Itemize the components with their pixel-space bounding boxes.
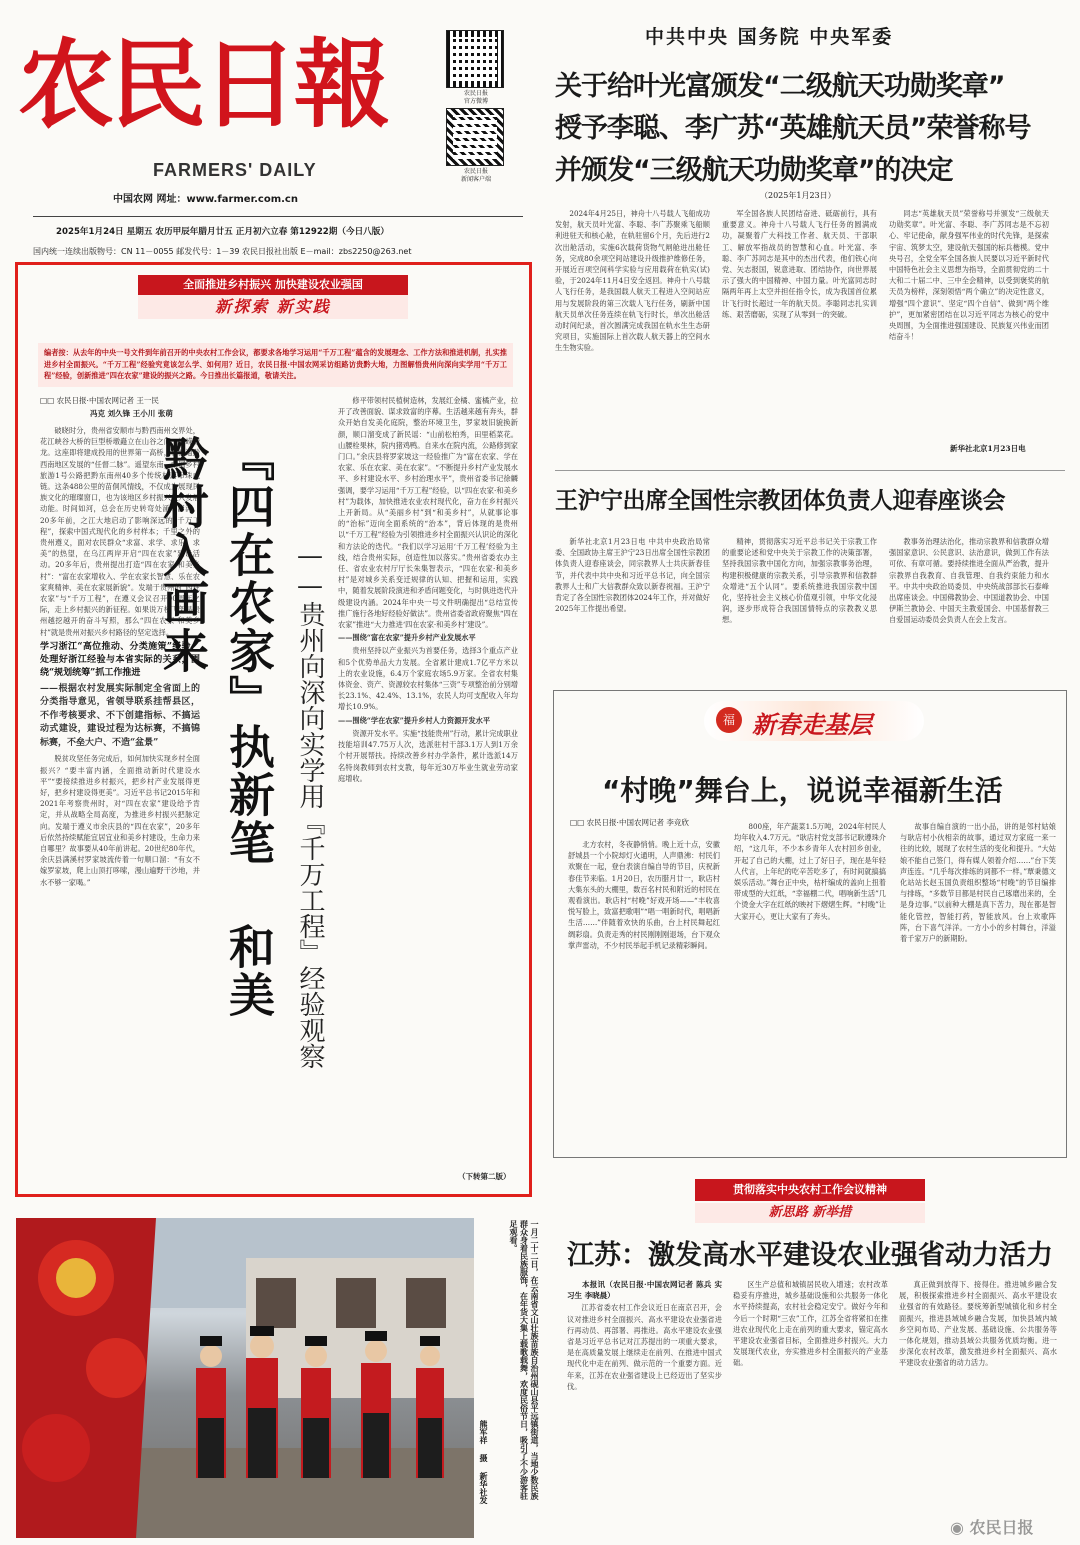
website-line: 中国农网 网址：www.farmer.com.cn	[113, 194, 298, 205]
watermark: ◉ 农民日报	[950, 1518, 1034, 1537]
photo	[16, 1218, 474, 1538]
qr-code-app[interactable]	[446, 108, 504, 166]
feature-banner: 全面推进乡村振兴 加快建设农业强国	[138, 275, 408, 295]
spring-col-2: 800座，年产蔬菜1.5万吨，2024年村民人均年收入4.7万元。“耿店村党支部书记耿遵珠介绍，“这几年，不少本乡青年人农村回乡创业，开起了自己的大棚，过上了好日子，现在是年轻人代言，上年纪的吃辛苦吃多了，有时间就搞搞娱乐活动。”舞台正中央，枯杆编成的盖向上扭着带成型的大红纸，“幸福棚二代，唱响新生活”几个烫金大字在红纸的映衬下熠熠生辉。“村晚”让大家开心，更让大家有了奔头。	[734, 822, 886, 921]
square-icon: □□	[40, 396, 57, 405]
festival-photo	[16, 1218, 474, 1538]
editor-note: 编者按：从去年的中央一号文件到年前召开的中央农村工作会议，都要求各地学习运用“千万工程”蕴含的发展理念、工作方法和推进机制，扎实推进乡村全面振兴。“千万工程”经验究竟该怎么学、如何用？近日，农民日报·中国农网采访组路访贵黔大地，力图解悟贵州向深向实学用“千万工程”经验，创新推进“四在农家”建设的振兴之路。今日推出长篇报道，敬请关注。	[38, 343, 513, 387]
lead-col-3: 同志“英雄航天员”荣誉称号并颁发“三级航天功勋奖章”。叶光富、李聪、李广苏同志是不忘初心、牢记使命，献身强军伟业的时代先锋，是探索宇宙、筑梦太空，建设航天强国的标兵楷模。党中央号召，全党全军全国各族人民要以习近平新时代中国特色社会主义思想为指导，全面贯彻党的二十大和二十届二中、三中全会精神，以受到褒奖的航天员为榜样，深刻领悟“两个确立”的决定性意义，增强“四个意识”、坚定“四个自信”、做到“两个维护”，更加紧密团结在以习近平同志为核心的党中央周围，为全面推进强国建设、民族复兴伟业而团结奋斗！	[889, 209, 1049, 342]
qr-app-label: 农民日报 新闻客户端	[460, 168, 491, 183]
jiangsu-story	[553, 1175, 1067, 1537]
story2-col-2: 精神，贯彻落实习近平总书记关于宗教工作的重要论述和党中央关于宗教工作的决策部署，坚持我国宗教中国化方向，加强宗教事务治理，构建积极健康的宗教关系，引导宗教界和信教群众增进“五个认同”。要系统推进我国宗教中国化，坚持社会主义核心价值观引领，中华文化浸润，逐步形成符合我国国情特点的宗教教义思想。	[722, 537, 877, 625]
photo-credit: 熊军祥 摄 新华社发	[479, 1420, 489, 1504]
feature-pull-1: ——根据农村发展实际制定全省面上的分类指导意见，省领导联系挂帮县区，不作考核要求、不下创建指标、不搞运动式建设，建设过程为达标赛，不搞锦标赛，不垒大户、不造“盆景”	[40, 683, 200, 748]
jiangsu-col-3: 真正做到放得下、接得住。推进城乡融合发展，积极探索推进乡村全面振兴、高水平建设农业强省的有效路径。要统筹新型城镇化和乡村全面振兴，推进县域城乡融合发展，加快县域内城乡空间布局、产业发展、基础设施、公共服务等一体化规划，推动县域公共服务优质均衡。进一步深化农村改革，激发推进乡村全面振兴、高水平建设农业强省的动力活力。	[899, 1280, 1057, 1368]
lead-story	[550, 18, 1070, 463]
story2-headline: 王沪宁出席全国性宗教团体负责人迎春座谈会	[555, 488, 1005, 514]
spring-byline: □□ 农民日报·中国农网记者 李竞欣	[570, 818, 689, 827]
lead-kicker: 中共中央 国务院 中央军委	[645, 26, 894, 48]
spring-col-1: 北方农村，冬夜静悄悄。晚上近十点，安徽舒城县一个小院却灯火通明，人声鼎沸：村民们欢聚在一起，登台表演自编自导的节目，庆祝新春佳节来临。1月20日，农历腊月廿一，耿店村大集东头的大棚里，数百名村民和附近的村民在观看演出。耿店村“村晚”好戏开场——“丰收喜悦写脸上，致富把歌唱”“唱一唱新时代，唱唱新生活……”伴随着欢快的乐曲，台上村民舞起红绸彩扇。负责走秀的村民刚刚刚退场，台下观众掌声雷动，不少村民举起手机记录精彩瞬间。	[568, 840, 720, 950]
feature-col-1: 破晓时分，贵州省安顺市与黔西南州交界处，花江峡谷大桥的巨型桥墩矗立在山谷之间，峥嵘蛟龙。这座即将建成投用的世界第一高桥，将打通黔西南地区发展的“任督二脉”。遥望东南，中国乡村旅游1号公路把黔东南州40多个传统村落串珠成链。这条488公里的苗侗风情线，不仅成为展现民族文化的璀璨窗口，也为该地区乡村振兴注入发展动能。时间如河，总会在历史转弯处涌动澎湃。20多年前，之江大地启动了影响深远的“千万工程”，探索中国式现代化的乡村样本；千里之外的贵州遵义，面对农民群众“求富、求学、求乐、求美”的热望，在乌江两岸开启“四在农家”建设活动。20多年后，贵州提出打造“四在农家·和美乡村”：“富在农家增收入、学在农家长智慧、乐在农家爽精神、美在农家展新貌”。发端于贵州的“四在农家”与“千万工程”，在遵义会议召开90周年之际，走上乡村振兴的新征程。如果说万桥飞架是贵州越挖越开的奋斗写照，那么“四在农家·和美乡村”就是贵州对振兴乡村路径的坚定选择。 学习浙江“高位推动、分类施策”经验，处理好浙江经验与本省实际的关系，围绕“规划统筹”抓工作推进 ——根据农村发展实际制定全省面上的分类指导意见，省领导联系挂帮县区，不作考核要求、不下创建指标、不搞运动式建设，建设过程为达标赛，不搞锦标赛，不垒大户、不造“盆景” 脱贫攻坚任务完成后，如何加快实现乡村全面振兴？“要丰富内涵，全面推动新时代建设水平”“要接续推进乡村振兴，把乡村产业发展得更好，把乡村建设得更美”。习近平总书记2015年和2021年考察贵州时，对“四在农家”建设给予肯定，并从战略全局高度，为推进乡村振兴把脉定向。发端于遵义市余庆县的“四在农家”，20多年后依然持续赋能宜居宜业和美乡村建设，生命力来自哪里？故事要从40年前讲起。20世纪80年代，余庆县满溪村罗家坡流传着一句顺口溜：“有女不嫁罗家坡，爬上山顶打哆嗦，漫山遍野干沙地，并水不够一家喝。”	[40, 426, 200, 887]
jiangsu-headline: 江苏：激发高水平建设农业强省动力活力	[567, 1240, 1053, 1271]
masthead	[18, 10, 518, 256]
feature-pull-2: ——围绕“富在农家”提升乡村产业发展水平	[338, 633, 476, 643]
feature-story	[15, 262, 532, 1197]
feature-headline: 『四在农家』执新笔 和美黔村入画来	[156, 435, 276, 1019]
masthead-logo: 农民日報	[18, 28, 386, 141]
lead-col-1: 2024年4月25日，神舟十八号载人飞船成功发射，航天员叶光富、李聪、李广苏聚乘飞船顺利进驻天和核心舱，在轨驻留6个月，先后进行2次出舱活动，实施6次载荷货物气闸舱进出舱任务，完成80余项空间站建设升级推护维修任务，开展近百项空间科学实验与应用载荷在轨实(试)验，于2024年11月4日安全返回。神舟十八号载人飞行任务，是我国载人航天工程进入空间站应用与发展阶段的第三次载人飞行任务，刷新中国航天员单次任务连续在轨飞行时长，单次出舱活动时间纪录，首次圆满完成我国在轨水生生态研究项目，实施国际上首次载人航天器上的空间水生生物实验。	[555, 209, 710, 353]
spring-banner-text: 新春走基层	[752, 710, 872, 739]
spring-story	[553, 690, 1067, 1158]
cn-line: 国内统一连续出版物号：CN 11－0055 邮发代号：1－39 农民日报社出版 E－mail：zbs2250@263.net	[33, 247, 412, 256]
lantern-icon: 福	[716, 707, 742, 733]
story2-col-1: 新华社北京1月23日电 中共中央政治局常委、全国政协主席王沪宁23日出席全国性宗教团体负责人迎春座谈会，同宗教界人士共庆新春佳节，并代表中共中央和习近平总书记，向全国宗教界人士和广大信教群众致以新春祝福。王沪宁肯定了各全国性宗教团体2024年工作，并对做好2025年工作提出希望。	[555, 537, 710, 614]
feature-subhead: 学习浙江“高位推动、分类施策”经验，处理好浙江经验与本省实际的关系，围绕“规划统筹”抓工作推进	[40, 641, 200, 678]
feature-banner-sub: 新探索 新实践	[138, 295, 408, 319]
lead-col-2: 军全国各族人民团结奋进、砥砺前行，具有重要意义。神舟十八号载人飞行任务的圆满成功，凝聚着广大科技工作者、航天员、干部职工、解放军指战员的智慧和心血。叶光富、李聪、李广苏同志是其中的杰出代表，他们铁心向党、矢志报国，锐意进取、团结协作，向世界展示了强大的中国精神、中国力量。叶光富同志时隔两年再上太空并担任指令长，成为我国首位累计飞行时长超过一年的航天员。李聪同志扎实训练、艰苦磨砺，实现了从零到一的突破。	[722, 209, 877, 319]
photo-caption: 一月二十二日，在云南省文山壮族苗族自治州砚山县平远镇街道，当地少数民族群众身着民族服饰，在年货大集上载歌载舞，欢度民俗节日，吸引了不少游客驻足观看。	[509, 1220, 540, 1500]
lead-dateline: 新华社北京1月23日电	[950, 444, 1026, 453]
jiangsu-banner-sub: 新思路 新举措	[695, 1203, 925, 1223]
jiangsu-col-1: 本报讯（农民日报·中国农网记者 陈兵 实习生 李晓晨） 江苏省委农村工作会议近日在南京召开，会议对推进乡村全面振兴、高水平建设农业强省进行再动员、再部署、再推进。高水平建设农业强省是习近平总书记对江苏提出的一项重大要求，是在高质量发展上继续走在前列、在推进中国式现代化中走在前列、做示范的一个重要方面。近年来，江苏在农业强省建设上已经迈出了坚实步伐。	[567, 1280, 722, 1391]
lead-headline-1: 关于给叶光富颁发“二级航天功勋奖章”	[555, 71, 1005, 102]
lead-headline-3: 并颁发“三级航天功勋奖章”的决定	[555, 155, 953, 186]
lead-date: （2025年1月23日）	[760, 191, 836, 200]
masthead-english: FARMERS' DAILY	[153, 160, 317, 180]
weibo-icon: ◉	[950, 1518, 970, 1537]
date-line: 2025年1月24日 星期五 农历甲辰年腊月廿五 正月初六立春 第12922期（今日八版）	[56, 227, 389, 237]
qr-weibo-label: 农民日报 官方微博	[463, 90, 488, 105]
jiangsu-banner: 贯彻落实中央农村工作会议精神	[695, 1179, 925, 1201]
qr-code-weibo[interactable]	[446, 30, 504, 88]
square-icon: □□	[570, 818, 587, 827]
feature-byline-2: 冯克 刘久锋 王小川 张萌	[90, 409, 173, 418]
feature-continue[interactable]: （下转第二版）	[458, 1172, 511, 1181]
feature-subtitle: ——贵州向深向实学用『千万工程』经验观察	[295, 541, 325, 1069]
spring-headline: “村晚”舞台上，说说幸福新生活	[602, 774, 1003, 807]
spring-col-3: 故事自编自演的一出小品，讲的是邻村姑娘与耿店村小伙相亲的故事，通过双方家庭一来一往的比较，展现了农村生活的变化和提升。“大姑娘不能自己签门，得有媒人领着介绍……”台下笑声连连。“几乎每次排练的词都不一样。”覃秉德文化站站长赵玉国负责组织整场“村晚”的节目编排与排练，“多数节目都是村民自己琢磨出来的，全是身边事。”以前种大棚是真下苦力，现在都是智能化管控，智能打药，智能放风。台上欢歌阵阵，台下喜气洋洋。一方小小的乡村舞台，洋溢着千家万户的新期盼。	[900, 822, 1056, 944]
story2-col-3: 教事务治理法治化，推动宗教界和信教群众增强国家意识、公民意识、法治意识，做到工作有法可依、有章可循。要持续推进全面从严治教，提升宗教界自我教育、自我管理、自我约束能力和水平。中共中央政治局委员、中央统战部部长石泰峰出席座谈会。中国佛教协会、中国道教协会、中国伊斯兰教协会、中国天主教爱国会、中国基督教三自爱国运动委员会负责人在会上发言。	[889, 537, 1049, 625]
feature-byline: □□ 农民日报·中国农网记者 王一民	[40, 396, 159, 405]
jiangsu-col-2: 区生产总值和城镇居民收入增速；农村改革稳妥有序推进，城乡基础设施和公共服务一体化水平持续提高，农村社会稳定安宁。做好今年和今后一个时期“三农”工作，江苏全省将紧扣在推进农业现代化上走在前列的重大要求，锚定高水平建设农业强省目标，全面推进乡村振兴。大力发展现代农业，夯实推进乡村全面振兴的产业基础。	[733, 1280, 888, 1368]
story-wang-huning	[550, 478, 1070, 678]
lead-headline-2: 授予李聪、李广苏“英雄航天员”荣誉称号	[555, 113, 1031, 144]
spring-banner	[704, 701, 924, 741]
feature-pull-3: ——围绕“学在农家”提升乡村人力资源开发水平	[338, 715, 491, 725]
feature-col-2: 修平带领村民植树造林，发展红金橘、蜜橘产业，拉开了改善面貌、谋求致富的序幕。生活越来越有奔头，群众开始自发美化庭院，整治环境卫生，罗家坡旧貌换新颜，顺口溜变成了新民谣：“山前松柏秀，田里稻菜花。山腰栓果林，院内猪鸡鸭。自来水在院内流，公路修到家门口。”余庆县将罗家坡这一经验推广为“富在农家、学在农家、乐在农家、美在农家”。“不断提升乡村产业发展水平、乡村建设水平、乡村治理水平”，贵州省委书记徐麟强调，要学习运用“千万工程”经验，以“四在农家·和美乡村”为载体，加快推进农业农村现代化，奋力在乡村振兴上开新局。从“美丽乡村”到“和美乡村”，从就事论事的“治标”迈向全面系统的“治本”，背后体现的是贵州以“千万工程”经验为引领推进乡村全面振兴认识论的深化和方法论的迭代。“我们以学习运用‘千万工程’经验为主线，结合贵州实际，创造性加以落实。”贵州省委农办主任、省农业农村厅厅长朱集智表示，“四在农家·和美乡村”是对城乡关系变迁规律的认知、把握和运用，实践中，随着发展阶段演进和矛盾问题变化，与时俱进迭代升级建设内涵。2024年中央一号文件明确提出“总结宣传推广施行各地好经验好做法”。贵州省委省政府聚焦“四在农家”推进“大力推进‘四在农家·和美乡村’建设”。 ——围绕“富在农家”提升乡村产业发展水平 贵州坚持以产业振兴为首要任务，选择3个重点产业和5个优势单品大力发展。全省累计建成1.7亿平方米以上的农业设施，6.4万个家庭农场5.9万家。全省农村集体资金、资产、资源较农村集体“三资”专项整治前分别增长23.1%、42.4%、13.1%，农民人均可支配收入年均增长10.9%。 ——围绕“学在农家”提升乡村人力资源开发水平 资源开发水平。实施“技能贵州”行动，累计完成职业技能培训47.75万人次，选派驻村干部3.1万人到1万余个村开展帮扶。持续改善乡村办学条件，累计选派14万名特岗教师到农村支教，每年近30万毕业生就业劳动家庭增收。	[338, 396, 518, 783]
